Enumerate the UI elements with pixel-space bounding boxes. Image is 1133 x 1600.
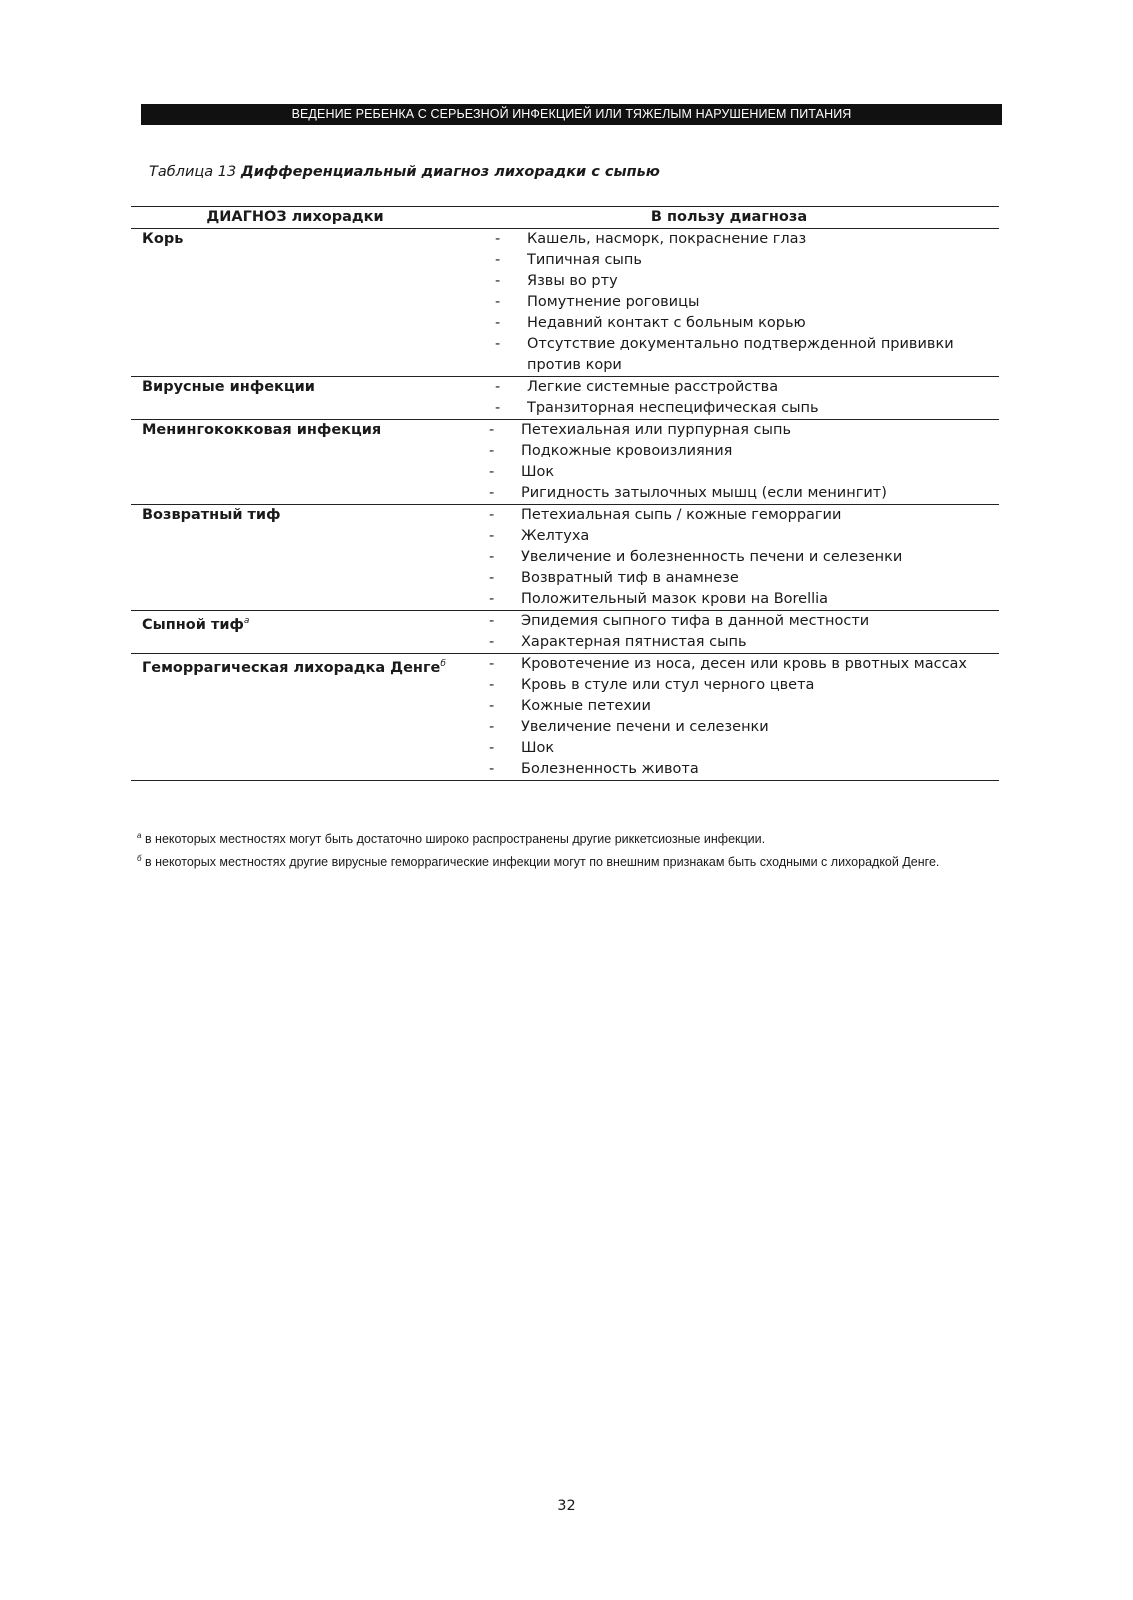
list-item bbox=[485, 547, 999, 568]
diagnosis-name: Сыпной тиф bbox=[142, 616, 244, 633]
dash-bullet: - bbox=[489, 740, 495, 756]
footnote-mark: а bbox=[137, 831, 142, 840]
diagnosis-cell bbox=[131, 654, 459, 781]
list-item bbox=[491, 271, 999, 292]
signs-list bbox=[485, 505, 999, 610]
list-item bbox=[491, 334, 999, 376]
diagnosis-name: Менингококковая инфекция bbox=[142, 422, 382, 438]
sign-text: Болезненность живота bbox=[521, 761, 699, 777]
dash-bullet: - bbox=[489, 464, 495, 480]
diagnosis-cell bbox=[131, 229, 459, 377]
signs-list bbox=[485, 420, 999, 504]
signs-cell bbox=[459, 377, 999, 420]
signs-cell bbox=[459, 654, 999, 781]
sign-text: Увеличение и болезненность печени и селезенки bbox=[521, 549, 903, 565]
signs-list bbox=[491, 229, 999, 376]
list-item bbox=[485, 441, 999, 462]
dash-bullet: - bbox=[489, 507, 495, 523]
diagnosis-name: Возвратный тиф bbox=[142, 507, 281, 523]
list-item bbox=[491, 250, 999, 271]
sign-text: Шок bbox=[521, 740, 555, 756]
sign-text: Кожные петехии bbox=[521, 698, 651, 714]
list-item bbox=[485, 759, 999, 780]
list-item bbox=[485, 717, 999, 738]
list-item bbox=[491, 292, 999, 313]
list-item bbox=[491, 377, 999, 398]
sign-text: Ригидность затылочных мышц (если менингит) bbox=[521, 485, 887, 501]
diagnosis-name: Геморрагическая лихорадка Денге bbox=[142, 659, 441, 676]
list-item bbox=[491, 398, 999, 419]
sign-text: Кровотечение из носа, десен или кровь в рвотных массах bbox=[521, 656, 968, 672]
dash-bullet: - bbox=[495, 273, 501, 289]
sign-text: Помутнение роговицы bbox=[527, 294, 700, 310]
sign-text: Язвы во рту bbox=[527, 273, 618, 289]
list-item bbox=[485, 505, 999, 526]
list-item bbox=[491, 229, 999, 250]
dash-bullet: - bbox=[489, 443, 495, 459]
signs-list bbox=[485, 611, 999, 653]
footnote-text: в некоторых местностях могут быть достаточно широко распространены другие риккетсиозные инфекции. bbox=[144, 832, 766, 847]
signs-list bbox=[485, 654, 999, 780]
sign-text: Транзиторная неспецифическая сыпь bbox=[527, 400, 819, 416]
section-header-bar: ВЕДЕНИЕ РЕБЕНКА С СЕРЬЕЗНОЙ ИНФЕКЦИЕЙ ИЛИ ТЯЖЕЛЫМ НАРУШЕНИЕМ ПИТАНИЯ bbox=[141, 104, 1002, 125]
sign-text: Отсутствие документально подтвержденной прививки против кори bbox=[527, 336, 954, 373]
table-row bbox=[131, 420, 999, 505]
dash-bullet: - bbox=[489, 591, 495, 607]
footnote bbox=[137, 826, 997, 849]
diagnosis-name: Вирусные инфекции bbox=[142, 379, 315, 395]
dash-bullet: - bbox=[489, 677, 495, 693]
diagnosis-cell bbox=[131, 505, 459, 611]
footnote-marker: б bbox=[440, 659, 446, 669]
footnote-mark: б bbox=[137, 854, 142, 864]
dash-bullet: - bbox=[489, 570, 495, 586]
signs-list bbox=[491, 377, 999, 419]
sign-text: Увеличение печени и селезенки bbox=[521, 719, 769, 735]
diagnosis-cell bbox=[131, 377, 459, 420]
list-item bbox=[485, 526, 999, 547]
list-item bbox=[485, 568, 999, 589]
table-row bbox=[131, 377, 999, 420]
diagnosis-cell bbox=[131, 420, 459, 505]
dash-bullet: - bbox=[489, 634, 495, 650]
list-item bbox=[485, 462, 999, 483]
sign-text: Кашель, насморк, покраснение глаз bbox=[527, 231, 807, 247]
sign-text: Желтуха bbox=[521, 528, 590, 544]
list-item bbox=[485, 420, 999, 441]
list-item bbox=[485, 738, 999, 759]
sign-text: Кровь в стуле или стул черного цвета bbox=[521, 677, 815, 693]
dash-bullet: - bbox=[495, 379, 501, 395]
sign-text: Возвратный тиф в анамнезе bbox=[521, 570, 739, 586]
signs-cell bbox=[459, 611, 999, 654]
diagnosis-name: Корь bbox=[142, 231, 184, 247]
dash-bullet: - bbox=[495, 294, 501, 310]
dash-bullet: - bbox=[489, 698, 495, 714]
table-caption bbox=[149, 164, 660, 180]
dash-bullet: - bbox=[489, 761, 495, 777]
dash-bullet: - bbox=[489, 528, 495, 544]
table-row bbox=[131, 229, 999, 377]
list-item bbox=[485, 675, 999, 696]
dash-bullet: - bbox=[495, 231, 501, 247]
table-row bbox=[131, 654, 999, 781]
list-item bbox=[485, 483, 999, 504]
dash-bullet: - bbox=[489, 549, 495, 565]
sign-text: Легкие системные расстройства bbox=[527, 379, 779, 395]
sign-text: Недавний контакт с больным корью bbox=[527, 315, 806, 331]
footnote-marker: а bbox=[243, 616, 250, 626]
table-header-row bbox=[131, 207, 999, 229]
signs-cell bbox=[459, 229, 999, 377]
dash-bullet: - bbox=[489, 656, 495, 672]
dash-bullet: - bbox=[495, 315, 501, 331]
dash-bullet: - bbox=[489, 422, 495, 438]
sign-text: Характерная пятнистая сыпь bbox=[521, 634, 747, 650]
dash-bullet: - bbox=[489, 485, 495, 501]
sign-text: Шок bbox=[521, 464, 555, 480]
diagnosis-cell bbox=[131, 611, 459, 654]
sign-text: Петехиальная сыпь / кожные геморрагии bbox=[521, 507, 842, 523]
table-caption-title: Дифференциальный диагноз лихорадки с сыпью bbox=[240, 164, 660, 180]
signs-cell bbox=[459, 420, 999, 505]
signs-cell bbox=[459, 505, 999, 611]
column-header-diagnosis: ДИАГНОЗ лихорадки bbox=[131, 207, 459, 229]
dash-bullet: - bbox=[495, 400, 501, 416]
list-item bbox=[485, 654, 999, 675]
sign-text: Петехиальная или пурпурная сыпь bbox=[521, 422, 791, 438]
dash-bullet: - bbox=[489, 719, 495, 735]
dash-bullet: - bbox=[489, 613, 495, 629]
page-number: 32 bbox=[557, 1498, 576, 1514]
table-body bbox=[131, 229, 999, 781]
footnotes bbox=[137, 826, 997, 872]
list-item bbox=[485, 696, 999, 717]
table-row bbox=[131, 611, 999, 654]
footnote bbox=[137, 849, 997, 872]
column-header-signs: В пользу диагноза bbox=[459, 207, 999, 229]
list-item bbox=[485, 589, 999, 610]
footnote-text: в некоторых местностях другие вирусные геморрагические инфекции могут по внешним признакам быть сходными с лихорадкой Денге. bbox=[144, 855, 940, 870]
sign-text: Подкожные кровоизлияния bbox=[521, 443, 733, 459]
list-item bbox=[491, 313, 999, 334]
dash-bullet: - bbox=[495, 336, 501, 352]
sign-text: Типичная сыпь bbox=[527, 252, 642, 268]
table-row bbox=[131, 505, 999, 611]
list-item bbox=[485, 611, 999, 632]
table-caption-label: Таблица 13 bbox=[149, 164, 237, 180]
sign-text: Положительный мазок крови на Borellia bbox=[521, 591, 829, 607]
dash-bullet: - bbox=[495, 252, 501, 268]
list-item bbox=[485, 632, 999, 653]
sign-text: Эпидемия сыпного тифа в данной местности bbox=[521, 613, 870, 629]
differential-diagnosis-table bbox=[131, 206, 999, 781]
